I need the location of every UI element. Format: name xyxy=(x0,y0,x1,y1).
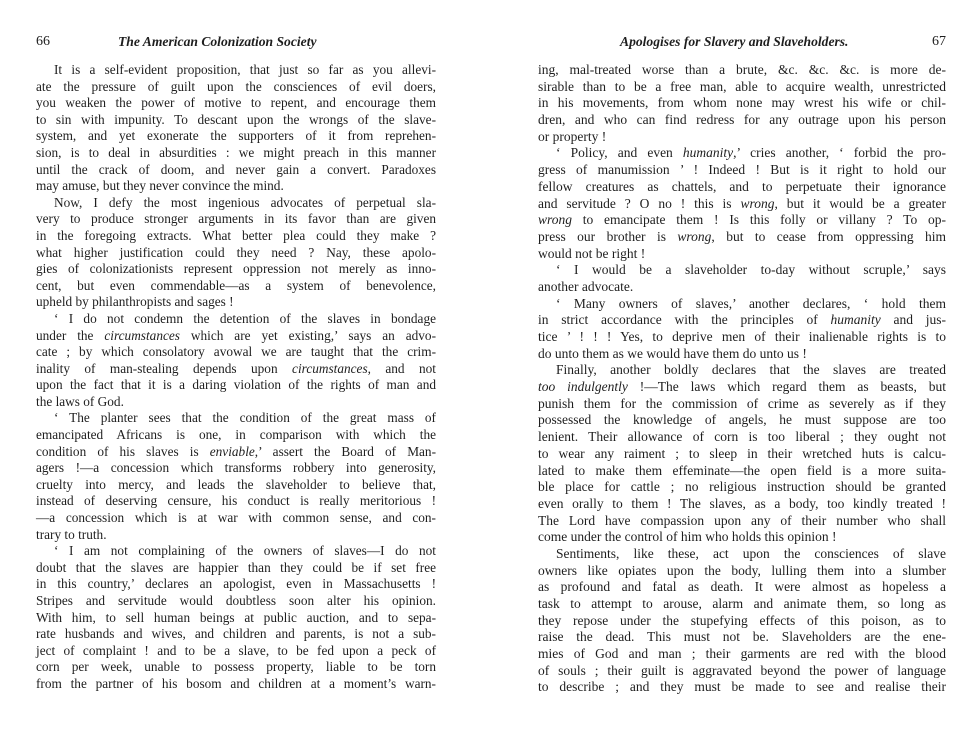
right-page xyxy=(538,0,946,730)
text-line: as profound and fatal as death. It were almost as hopeless a xyxy=(538,579,946,595)
text-line: ‘ Many owners of slaves,’ another declares, ‘ hold them xyxy=(556,295,946,311)
page-number: 66 xyxy=(36,34,50,49)
text-line: cruelty into mercy, and leads the slaveholder to believe that, xyxy=(36,476,436,492)
text-line: press our brother is wrong, but to cease from oppressing him xyxy=(538,228,947,244)
text-line: cate ; by which consolatory avowal we are taught that the crim- xyxy=(36,344,436,360)
text-line: dren, and who can find redress for any outrage upon his person xyxy=(538,112,946,128)
text-line: even orally to them ! The slaves, as a body, too kindly treated ! xyxy=(538,495,946,511)
text-line: possessed the knowledge of angels, he must suppose are too xyxy=(538,412,946,428)
text-line: lated to make them effeminate—the open field is a more suita- xyxy=(538,462,946,478)
text-line: tice ’ ! ! ! Yes, to deprive men of their inalienable rights is to xyxy=(538,329,946,344)
text-line: owners like opiates upon the body, lulling them into a slumber xyxy=(538,562,946,578)
text-line: It is a self-evident proposition, that just so far as you allevi- xyxy=(54,62,436,77)
text-line: ‘ Policy, and even humanity,’ cries another, ‘ forbid the pro- xyxy=(556,145,946,161)
text-line: ‘ I do not condemn the detention of the slaves in bondage xyxy=(54,310,436,326)
text-line: The Lord have compassion upon any of their number who shall xyxy=(538,512,946,528)
text-line: Now, I defy the most ingenious advocates of perpetual sla- xyxy=(54,194,436,210)
text-line: ‘ I would be a slaveholder to-day without scruple,’ says xyxy=(556,262,946,278)
text-line: trary to truth. xyxy=(36,526,107,542)
text-line: in the foregoing extracts. What better plea could they make ? xyxy=(36,227,436,243)
text-line: what higher justification could they need ? Nay, these apolo- xyxy=(36,244,436,260)
text-line: in strict accordance with the principles of humanity and jus- xyxy=(538,312,946,328)
text-line: very to produce stronger arguments in its favor than are given xyxy=(36,211,436,227)
text-line: in his movements, from whom none may wrest his wife or chil- xyxy=(538,95,946,111)
text-line: until the crack of doom, and never gain a convert. Paradoxes xyxy=(36,161,436,177)
text-line: doubt that the slaves are happier than they could be if set free xyxy=(36,559,436,575)
text-line: too indulgently !—The laws which regard them as beasts, but xyxy=(538,379,946,395)
text-line: may amuse, but they never convince the mind. xyxy=(36,178,284,194)
text-line: rate husbands and wives, and children and parents, is not a sub- xyxy=(36,626,436,642)
right-page-body xyxy=(538,62,946,696)
text-line: lenient. Their allowance of corn is too liberal ; they ought not xyxy=(538,429,946,445)
left-page-header xyxy=(36,34,436,56)
text-line: task to attempt to arouse, alarm and animate them, so long as xyxy=(538,596,946,611)
text-line: ‘ I am not complaining of the owners of slaves—I do not xyxy=(54,543,436,559)
text-line: ‘ The planter sees that the condition of the great mass of xyxy=(54,410,436,426)
text-line: do unto them as we would have them do unto us ! xyxy=(538,345,807,361)
text-line: condition of his slaves is enviable,’ assert the Board of Man- xyxy=(36,443,437,459)
text-line: or property ! xyxy=(538,128,607,144)
text-line: corn per week, unable to possess property, liable to be torn xyxy=(36,659,436,675)
text-line: you weaken the power of motive to repent, and encourage them xyxy=(36,95,436,111)
text-line: fellow creatures as chattels, and to perpetuate their ignorance xyxy=(538,178,946,194)
text-line: instead of deserving censure, his conduct is really meritorious ! xyxy=(36,493,436,509)
text-line: come under the control of him who holds this opinion ! xyxy=(538,529,837,545)
text-line: to describe ; and they must be made to see and realise their xyxy=(538,679,946,695)
text-line: agers !—a concession which transforms robbery into generosity, xyxy=(36,460,436,476)
text-line: under the circumstances which are yet existing,’ says an advo- xyxy=(36,327,436,343)
text-line: upon the fact that it is a daring violation of the rights of man and xyxy=(36,377,436,393)
text-line: punish them for the commission of crime as severely as if they xyxy=(538,395,946,411)
text-line: ject of complaint ! and to be a slave, to be fed upon a peck of xyxy=(36,642,436,658)
text-line: another advocate. xyxy=(538,278,634,294)
right-page-header xyxy=(538,34,946,56)
text-line: cent, but even commendable—as a system of benevolence, xyxy=(36,277,436,293)
text-line: to wear any raiment ; to sleep in their wretched huts is calcu- xyxy=(538,445,946,461)
text-line: inality of man-stealing depends upon circumstances, and not xyxy=(36,360,436,376)
text-line: gress of manumission ’ ! Indeed ! But is it right to hold our xyxy=(538,162,946,178)
text-line: —a concession which is at war with common sense, and con- xyxy=(36,510,436,526)
text-line: Sentiments, like these, act upon the consciences of slave xyxy=(556,545,946,561)
text-line: ing, mal-treated worse than a brute, &c. &c. &c. is more de- xyxy=(538,62,946,77)
text-line: from the partner of his bosom and children at a moment’s warn- xyxy=(36,675,436,691)
text-line: emancipated Africans is one, in comparison with which the xyxy=(36,427,436,443)
text-line: upheld by philanthropists and sages ! xyxy=(36,294,234,310)
text-line: to sin with impunity. To descant upon the wrongs of the slave- xyxy=(36,111,436,127)
text-line: mies of God and man ; their garments are red with the blood xyxy=(538,646,946,662)
text-line: they repose under the stupefying effects of this poison, as to xyxy=(538,612,946,628)
page-number: 67 xyxy=(932,34,946,49)
text-line: gies of colonizationists represent oppression not merely as inno- xyxy=(36,261,436,277)
text-line: Stripes and servitude would doubtless soon alter his opinion. xyxy=(36,593,436,608)
text-line: sirable than to be a free man, able to acquire wealth, unrestricted xyxy=(538,78,946,94)
text-line: and servitude ? O no ! this is wrong, but it would be a greater xyxy=(538,195,946,211)
text-line: system, and yet exonerate the supporters of it from reprehen- xyxy=(36,128,436,144)
text-line: With him, to sell human beings at public auction, and to sepa- xyxy=(36,609,436,625)
running-title: The American Colonization Society xyxy=(118,34,317,49)
text-line: of souls ; their guilt is aggravated beyond the power of language xyxy=(538,662,946,678)
running-title: Apologises for Slavery and Slaveholders. xyxy=(620,34,849,49)
text-line: raise the dead. This must not be. Slaveholders are the ene- xyxy=(538,629,946,645)
left-page-body xyxy=(36,62,436,693)
text-line: in this country,’ declares an apologist, even in Massachusetts ! xyxy=(36,576,436,592)
text-line: would not be right ! xyxy=(538,245,646,261)
text-line: wrong to emancipate them ! Is this folly or villany ? To op- xyxy=(538,212,946,228)
text-line: Finally, another boldly declares that the slaves are treated xyxy=(556,362,946,378)
text-line: ate the pressure of guilt upon the consciences of evil doers, xyxy=(36,78,436,94)
text-line: sion, is to deal in absurdities : we might preach in this manner xyxy=(36,144,436,160)
text-line: ble place for cattle ; no religious instruction should be granted xyxy=(538,479,946,495)
text-line: the laws of God. xyxy=(36,393,124,409)
left-page xyxy=(36,0,436,730)
